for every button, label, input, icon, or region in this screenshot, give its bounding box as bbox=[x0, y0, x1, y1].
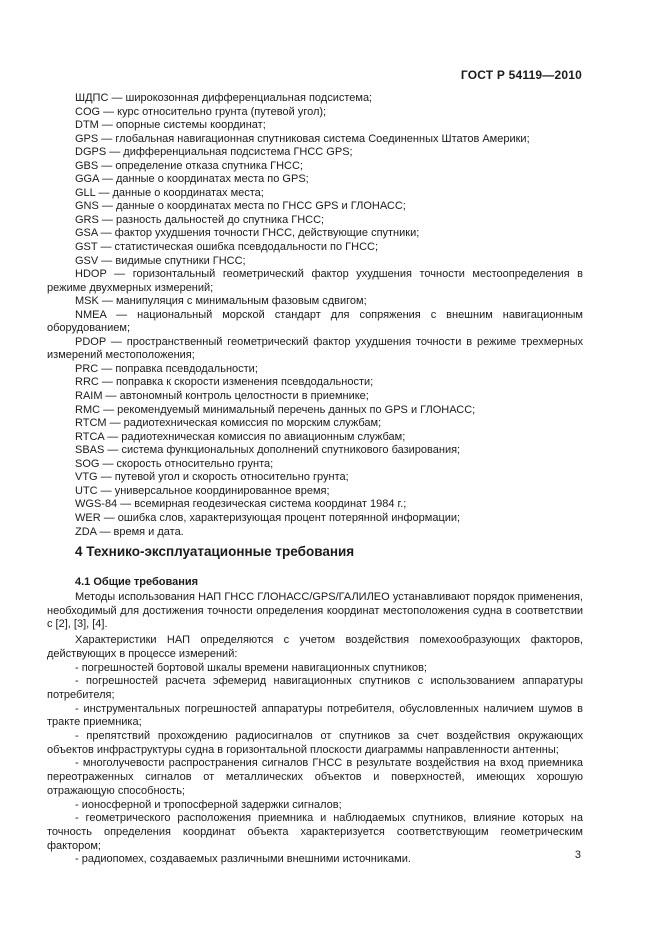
abbreviation-item: PRC — поправка псевдодальности; bbox=[75, 362, 258, 375]
abbreviation-item: DGPS — дифференциальная подсистема ГНСС GPS; bbox=[75, 146, 353, 159]
paragraph: Методы использования НАП ГНСС ГЛОНАСС/GPS/ГАЛИЛЕО устанавливают порядок применения, необходимый для достижения точности определения координат местоположения судна в соответствии с [2], [3], [4]. bbox=[47, 591, 583, 631]
subsection-heading: 4.1 Общие требования bbox=[75, 576, 199, 588]
abbreviation-item: ШДПС — широкозонная дифференциальная подсистема; bbox=[75, 92, 373, 104]
paragraph: Характеристики НАП определяются с учетом воздействия помехообразующих факторов, действующих в процессе измерений: bbox=[47, 634, 583, 660]
factor-item: - препятствий прохождению радиосигналов от спутников за счет воздействия окружающих объектов инфраструктуры судна в горизонтальной плоскости диаграммы направленности антенны; bbox=[47, 730, 583, 756]
factor-item: - инструментальных погрешностей аппаратуры потребителя, обусловленных наличием шумов в тракте приемника; bbox=[47, 702, 583, 729]
abbreviation-item: SOG — скорость относительно грунта; bbox=[75, 457, 274, 470]
factor-item: - погрешностей бортовой шкалы времени навигационных спутников; bbox=[75, 661, 427, 674]
abbreviation-item: VTG — путевой угол и скорость относительно грунта; bbox=[75, 471, 349, 484]
factor-item: - геометрического расположения приемника и наблюдаемых спутников, влияние которых на точность определения координат объекта характеризуется соответствующим геометрическим фактором; bbox=[47, 812, 583, 852]
abbreviation-item: WGS-84 — всемирная геодезическая система координат 1984 г.; bbox=[75, 498, 407, 511]
abbreviation-item: HDOP — горизонтальный геометрический фактор ухудшения точности местоопределения в режиме двухмерных измерений; bbox=[47, 268, 583, 294]
abbreviation-item: RAIM — автономный контроль целостности в приемнике; bbox=[75, 390, 369, 403]
page-number: 3 bbox=[574, 849, 581, 861]
abbreviation-item: PDOP — пространственный геометрический фактор ухудшения точности в режиме трехмерных измерений местоположения; bbox=[47, 335, 583, 362]
abbreviation-item: SBAS — система функциональных дополнений спутникового базирования; bbox=[75, 444, 461, 457]
abbreviation-item: GST — статистическая ошибка псевдодальности по ГНСС; bbox=[75, 241, 379, 254]
abbreviation-item: GSV — видимые спутники ГНСС; bbox=[75, 254, 246, 267]
abbreviation-item: GLL — данные о координатах места; bbox=[75, 186, 264, 199]
abbreviation-item: WER — ошибка слов, характеризующая процент потерянной информации; bbox=[75, 511, 461, 524]
section-heading: 4 Технико-эксплуатационные требования bbox=[75, 544, 355, 559]
abbreviation-list bbox=[47, 92, 583, 539]
abbreviation-item: RTCM — радиотехническая комиссия по морским службам; bbox=[75, 417, 382, 430]
factor-item: - многолучевости распространения сигналов ГНСС в результате воздействия на вход приемника переотраженных сигналов от металлических объектов и поверхностей, имеющих хорошую отражающую способность; bbox=[47, 757, 583, 797]
abbreviation-item: DTM — опорные системы координат; bbox=[75, 119, 266, 132]
abbreviation-item: GSA — фактор ухудшения точности ГНСС, действующие спутники; bbox=[75, 227, 420, 240]
abbreviation-item: UTC — универсальное координированное время; bbox=[75, 484, 330, 497]
abbreviation-item: MSK — манипуляция с минимальным фазовым сдвигом; bbox=[75, 295, 367, 308]
abbreviation-item: GPS — глобальная навигационная спутниковая система Соединенных Штатов Америки; bbox=[75, 132, 530, 145]
abbreviation-item: GRS — разность дальностей до спутника ГНСС; bbox=[75, 213, 325, 226]
abbreviation-item: RMC — рекомендуемый минимальный перечень данных по GPS и ГЛОНАСС; bbox=[75, 403, 476, 416]
abbreviation-item: COG — курс относительно грунта (путевой угол); bbox=[75, 105, 327, 118]
abbreviation-item: ZDA — время и дата. bbox=[75, 525, 184, 538]
abbreviation-item: RTCA — радиотехническая комиссия по авиационным службам; bbox=[75, 430, 406, 443]
abbreviation-item: GBS — определение отказа спутника ГНСС; bbox=[75, 159, 303, 172]
section-body bbox=[47, 591, 583, 867]
abbreviation-item: NMEA — национальный морской стандарт для сопряжения с внешним навигационным оборудованием; bbox=[47, 308, 583, 335]
abbreviation-item: GGA — данные о координатах места по GPS; bbox=[75, 173, 309, 186]
standard-header: ГОСТ Р 54119—2010 bbox=[460, 68, 582, 82]
abbreviation-item: RRC — поправка к скорости изменения псевдодальности; bbox=[75, 376, 374, 389]
factor-item: - ионосферной и тропосферной задержки сигналов; bbox=[75, 798, 342, 811]
factor-item: - погрешностей расчета эфемерид навигационных спутников с использованием аппаратуры потребителя; bbox=[47, 675, 583, 701]
abbreviation-item: GNS — данные о координатах места по ГНСС GPS и ГЛОНАСС; bbox=[75, 200, 406, 213]
factor-item: - радиопомех, создаваемых различными внешними источниками. bbox=[75, 853, 411, 866]
